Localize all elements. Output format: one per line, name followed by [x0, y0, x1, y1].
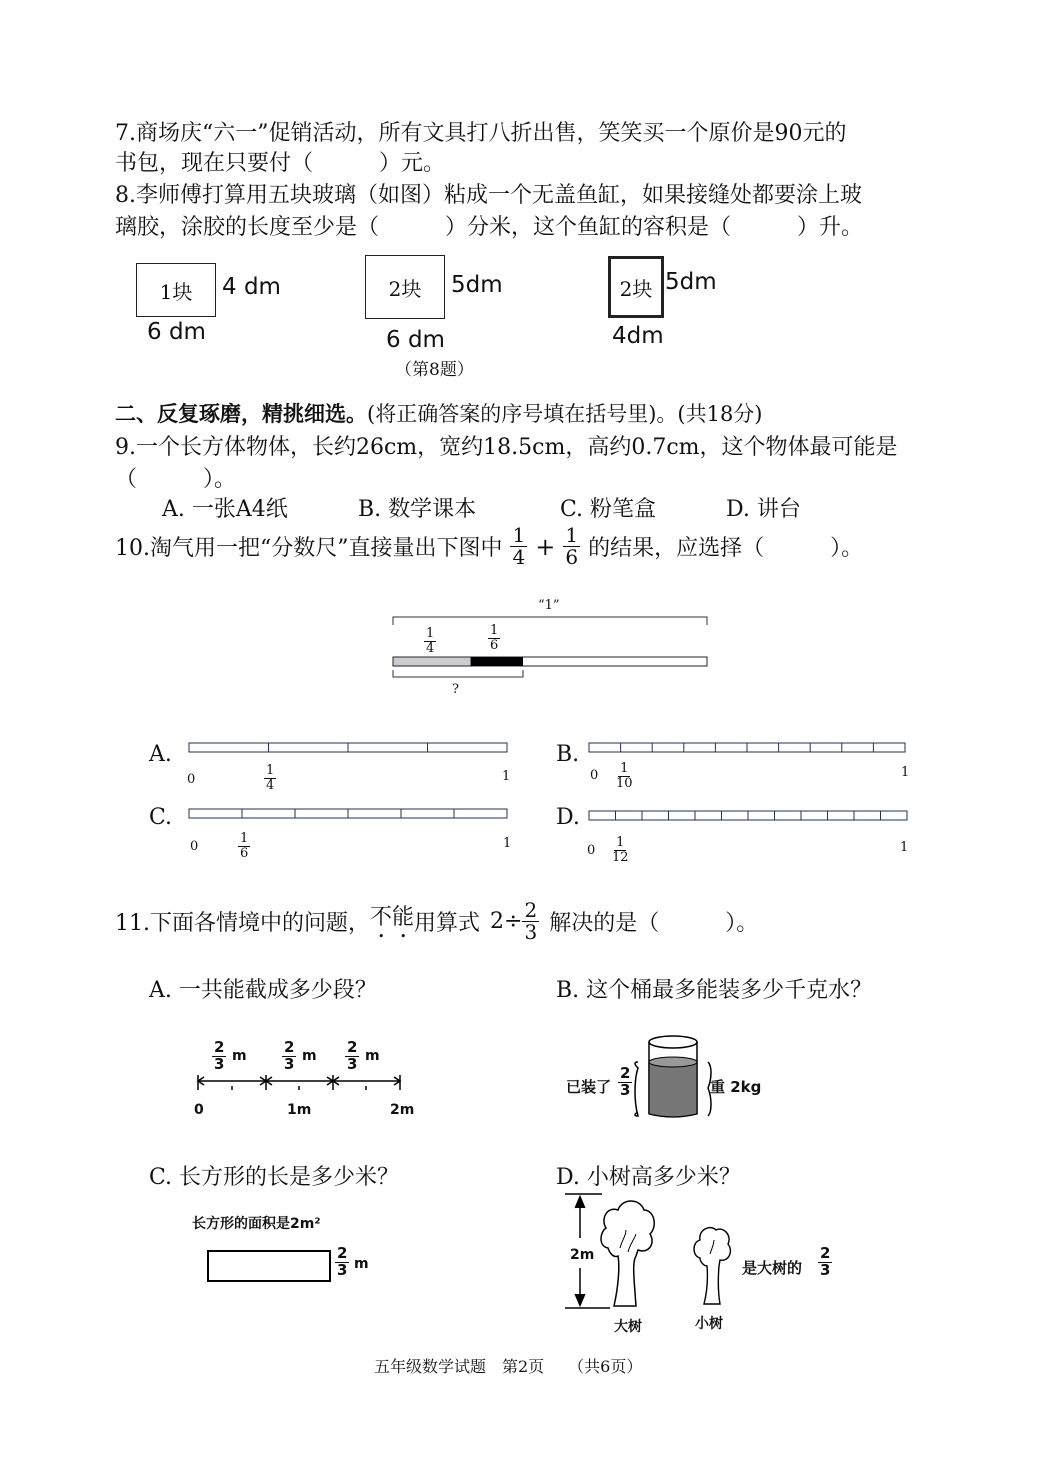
q10-option-a-letter: A.: [149, 742, 172, 767]
q11-question: [115, 900, 758, 943]
denominator: 3: [337, 1260, 348, 1279]
q10-option-c-letter: C.: [149, 805, 173, 830]
denominator: 4: [512, 545, 526, 569]
q9-option-c: C. 粉笔盒: [560, 497, 657, 522]
weight-label: 重 2kg: [710, 1078, 762, 1096]
denominator: 6: [490, 637, 499, 653]
q11-option-a: A. 一共能截成多少段？: [149, 978, 377, 1003]
q10-option-b-letter: B.: [556, 742, 580, 767]
q10-prefix: 10.淘气用一把“分数尺”直接量出下图中: [115, 536, 503, 561]
denominator: 3: [214, 1054, 225, 1073]
numerator: 2: [524, 898, 538, 922]
numerator: 2: [214, 1038, 225, 1056]
fraction: [510, 525, 527, 568]
ruler-c: [188, 808, 508, 820]
ruler-end: 1: [503, 836, 512, 851]
section-2-heading: [115, 398, 763, 428]
q7-line2: 书包，现在只要付（ ）元。: [115, 151, 446, 176]
small-tree-icon: [690, 1222, 734, 1308]
q9-option-a: A. 一张A4纸: [162, 497, 288, 522]
denominator: 4: [426, 640, 435, 656]
ruler-start: 0: [587, 843, 596, 858]
q8-line2: 璃胶，涂胶的长度至少是（ ）分米，这个鱼缸的容积是（ ）升。: [115, 215, 864, 240]
ruler-start: 0: [187, 772, 196, 787]
question-mark: ?: [452, 682, 459, 697]
q8-line1: 8.李师傅打算用五块玻璃（如图）粘成一个无盖鱼缸，如果接缝处都要涂上玻: [115, 183, 862, 208]
glass-panel: [365, 255, 445, 319]
denominator: 10: [616, 775, 633, 791]
denominator: 12: [612, 849, 629, 865]
page-footer: 五年级数学试题 第2页 （共6页）: [374, 1357, 643, 1376]
q9-option-d: D. 讲台: [726, 497, 801, 522]
panel-side-length: 4 dm: [222, 274, 281, 300]
numerator: 1: [240, 831, 249, 846]
numerator: 1: [512, 523, 526, 547]
q11-prefix: 11.下面各情境中的问题，: [115, 911, 370, 936]
fraction: [818, 1246, 832, 1279]
ruler-end: 1: [901, 765, 910, 780]
panel-label: 2块: [388, 276, 422, 301]
numerator: 1: [565, 523, 579, 547]
numerator: 1: [266, 763, 275, 778]
q9-line1: 9.一个长方体物体，长约26cm，宽约18.5cm，高约0.7cm，这个物体最可能是: [115, 435, 898, 460]
whole-label: “1”: [538, 598, 560, 613]
ruler-end: 1: [900, 840, 909, 855]
panel-label: 1块: [159, 279, 193, 304]
q11-option-b: B. 这个桶最多能装多少千克水？: [556, 978, 873, 1003]
panel-label: 2块: [619, 276, 653, 301]
filled-label: 已装了: [566, 1078, 612, 1096]
fraction: [522, 900, 539, 943]
ruler-d: [588, 810, 908, 822]
q9-option-b: B. 数学课本: [358, 497, 477, 522]
fraction: [488, 624, 500, 652]
unit-label: m: [365, 1048, 380, 1064]
panel-side-length: 5dm: [451, 272, 503, 298]
ruler-end: 1: [502, 769, 511, 784]
plus-sign: +: [535, 532, 556, 561]
q9-line2: （ ）。: [115, 467, 237, 492]
ruler-start: 0: [190, 839, 199, 854]
unit-label: m: [354, 1256, 369, 1272]
q10-suffix: 的结果，应选择（ ）。: [588, 536, 864, 561]
q11-option-d: D. 小树高多少米？: [556, 1165, 741, 1190]
denominator: 6: [565, 545, 579, 569]
numerator: 2: [284, 1038, 295, 1056]
ratio-label: 是大树的: [742, 1259, 803, 1277]
fraction: [610, 836, 631, 864]
denominator: 6: [240, 845, 249, 861]
fraction: [264, 764, 276, 792]
rectangle-shape: [207, 1250, 331, 1282]
panel-side-length: 5dm: [665, 269, 717, 295]
fraction: [345, 1040, 359, 1073]
height-label: 2m: [570, 1247, 595, 1263]
tick-label: 2m: [390, 1102, 415, 1118]
unit-label: m: [302, 1048, 317, 1064]
panel-bottom-length: 6 dm: [147, 319, 206, 345]
numerator: 2: [820, 1244, 831, 1262]
fraction: [424, 627, 436, 655]
fraction: [618, 1066, 632, 1099]
fraction: [335, 1246, 349, 1279]
bucket-icon: [632, 1032, 714, 1122]
q11-emphasis: 不能: [370, 905, 415, 930]
numerator: 1: [490, 623, 499, 638]
fraction: [563, 525, 580, 568]
denominator: 3: [347, 1054, 358, 1073]
ruler-start: 0: [590, 768, 599, 783]
q11-option-c: C. 长方形的长是多少米？: [149, 1165, 400, 1190]
denominator: 3: [820, 1260, 831, 1279]
q11-suffix: 解决的是（ ）。: [549, 911, 759, 936]
numerator: 1: [620, 761, 629, 776]
tick-label: 0: [194, 1102, 204, 1118]
panel-bottom-length: 4dm: [612, 323, 664, 349]
fraction: [282, 1040, 296, 1073]
area-label: 长方形的面积是2m²: [192, 1216, 321, 1232]
denominator: 4: [266, 777, 275, 793]
numerator: 1: [426, 626, 435, 641]
segment-arrows: [192, 1074, 412, 1094]
big-tree-label: 大树: [614, 1319, 642, 1335]
small-tree-label: 小树: [695, 1316, 723, 1332]
numerator: 2: [620, 1064, 631, 1082]
glass-panel: [136, 263, 216, 317]
unit-label: m: [232, 1048, 247, 1064]
ruler-b: [588, 742, 906, 754]
fraction: [212, 1040, 226, 1073]
q11-mid: 用算式: [414, 911, 481, 936]
glass-panel: [608, 256, 664, 318]
denominator: 3: [284, 1054, 295, 1073]
section-note: (将正确答案的序号填在括号里)。(共18分): [367, 402, 763, 426]
q8-caption: （第8题）: [395, 360, 474, 380]
section-title: 二、反复琢磨，精挑细选。: [115, 401, 367, 426]
ruler-a: [188, 742, 508, 754]
q10-question: [115, 525, 863, 568]
numerator: 1: [616, 835, 625, 850]
denominator: 3: [524, 920, 538, 944]
fraction: [238, 832, 250, 860]
panel-bottom-length: 6 dm: [386, 327, 445, 353]
fraction: [614, 762, 635, 790]
expr-left: 2÷: [490, 909, 523, 934]
numerator: 2: [347, 1038, 358, 1056]
q10-option-d-letter: D.: [556, 805, 580, 830]
numerator: 2: [337, 1244, 348, 1262]
denominator: 3: [620, 1080, 631, 1099]
q7-line1: 7.商场庆“六一”促销活动，所有文具打八折出售，笑笑买一个原价是90元的: [115, 121, 847, 146]
tick-label: 1m: [287, 1102, 312, 1118]
